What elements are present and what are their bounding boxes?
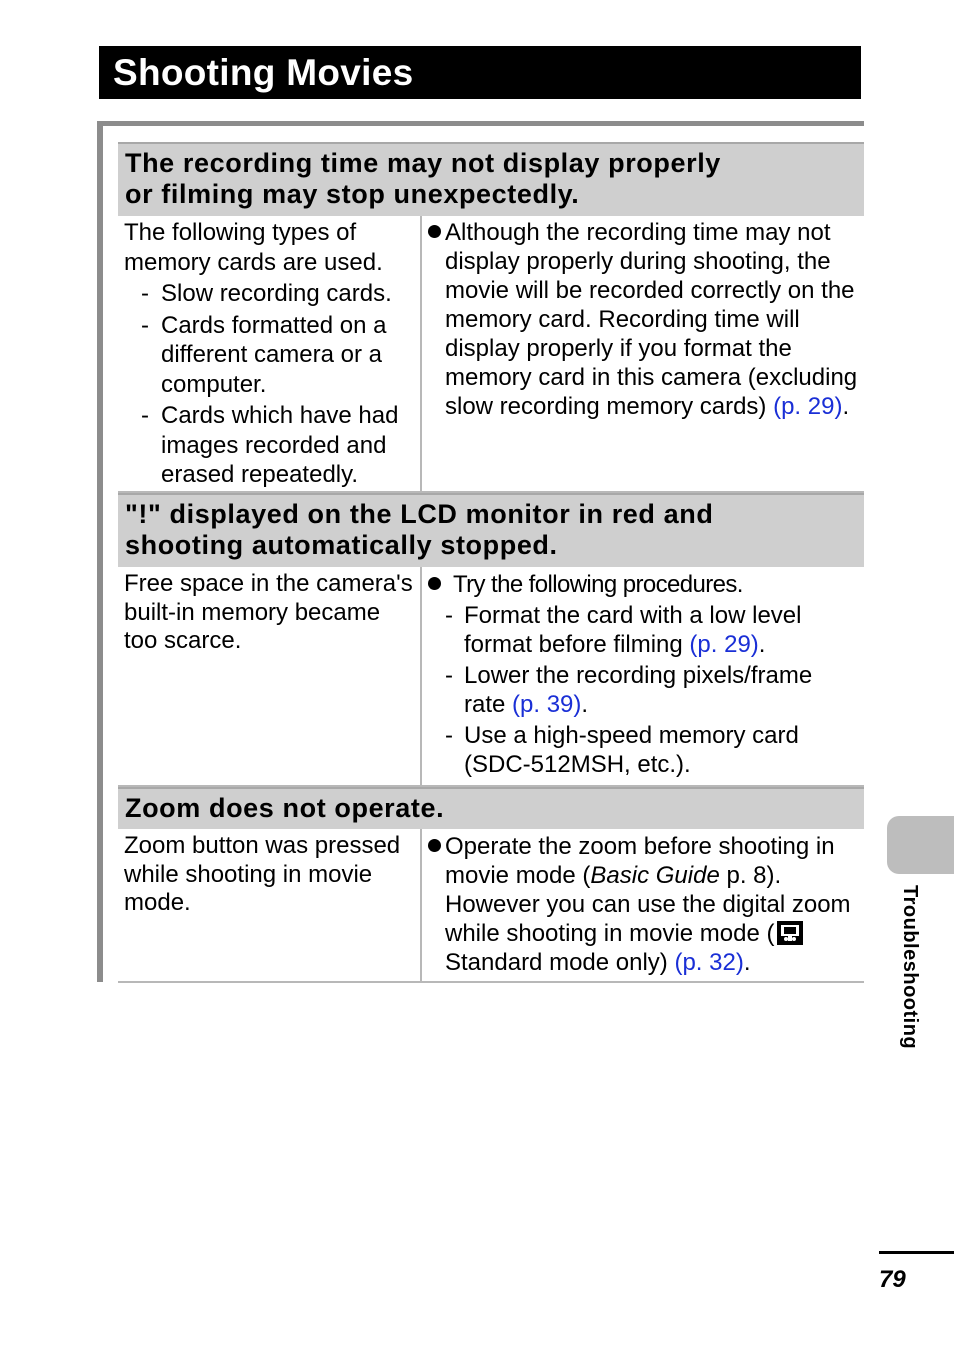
page-reference-link[interactable]: (p. 39) (512, 691, 582, 718)
section-1-cause-intro: The following types of memory cards are used. (124, 219, 383, 276)
page-reference-link[interactable]: (p. 29) (773, 393, 843, 420)
movie-mode-icon (777, 921, 803, 945)
section-2-row (118, 567, 864, 787)
section-3-heading (118, 787, 864, 829)
page-reference-link[interactable]: (p. 29) (689, 631, 759, 658)
section-2-heading-line2: shooting automatically stopped. (125, 530, 558, 560)
frame-top-border (97, 121, 864, 126)
section-3-remedy-bullet: Operate the zoom before shooting in movie mode (Basic Guide p. 8). However you can use the digital zoom while shooting in movie mode ( Standard mode only) (p. 32). (428, 832, 858, 977)
section-2-cause-text: Free space in the camera's built-in memory became too scarce. (124, 570, 413, 654)
page-number-rule (879, 1251, 954, 1254)
page-number: 79 (879, 1266, 906, 1293)
section-2-heading-line1: "!" displayed on the LCD monitor in red and (125, 499, 714, 529)
section-2-remedy-item: - Use a high-speed memory card (SDC-512MSH, etc.). (445, 722, 799, 778)
bullet-icon (428, 577, 441, 590)
page-reference-link[interactable]: (p. 32) (674, 949, 744, 976)
column-divider (420, 829, 422, 981)
section-1-heading-line2: or filming may stop unexpectedly. (125, 179, 580, 209)
column-divider (420, 567, 422, 785)
section-3-cause-text: Zoom button was pressed while shooting in movie mode. (124, 832, 401, 916)
column-divider (420, 216, 422, 491)
section-3-heading-text: Zoom does not operate. (125, 793, 445, 823)
bullet-icon (428, 839, 441, 852)
section-2-heading (118, 493, 864, 567)
side-tab-label: Troubleshooting (899, 885, 921, 1050)
section-1-heading-line1: The recording time may not display properly (125, 148, 721, 178)
section-2-remedy (428, 570, 858, 779)
bullet-icon (428, 225, 441, 238)
section-1-cause-item: - Slow recording cards. (141, 280, 392, 307)
section-1-cause-item: - Cards which have had images recorded and erased repeatedly. (141, 402, 399, 488)
section-3-remedy (428, 832, 858, 977)
section-1-cause (124, 218, 414, 490)
frame-left-border (97, 121, 103, 982)
section-1-cause-item: - Cards formatted on a different camera or a computer. (141, 311, 387, 398)
section-3-cause (124, 832, 414, 918)
section-side-tab (887, 816, 954, 874)
section-2-remedy-item: - Format the card with a low level format before filming (p. 29). (445, 602, 802, 658)
section-1-remedy-bullet: Although the recording time may not display properly during shooting, the movie will be recorded correctly on the memory card. Recording time will display properly if you format the memory card in this camera (excluding slow recording memory cards) (p. 29). (428, 218, 858, 421)
section-3-row (118, 829, 864, 983)
section-1-heading (118, 142, 864, 216)
page-title-bar (99, 46, 861, 99)
section-2-remedy-item: - Lower the recording pixels/frame rate (p. 39). (445, 662, 813, 718)
section-1-row (118, 216, 864, 493)
section-1-remedy (428, 218, 858, 421)
section-2-remedy-intro: Try the following procedures. (428, 570, 858, 599)
section-2-cause (124, 570, 414, 656)
page-title: Shooting Movies (113, 52, 414, 93)
